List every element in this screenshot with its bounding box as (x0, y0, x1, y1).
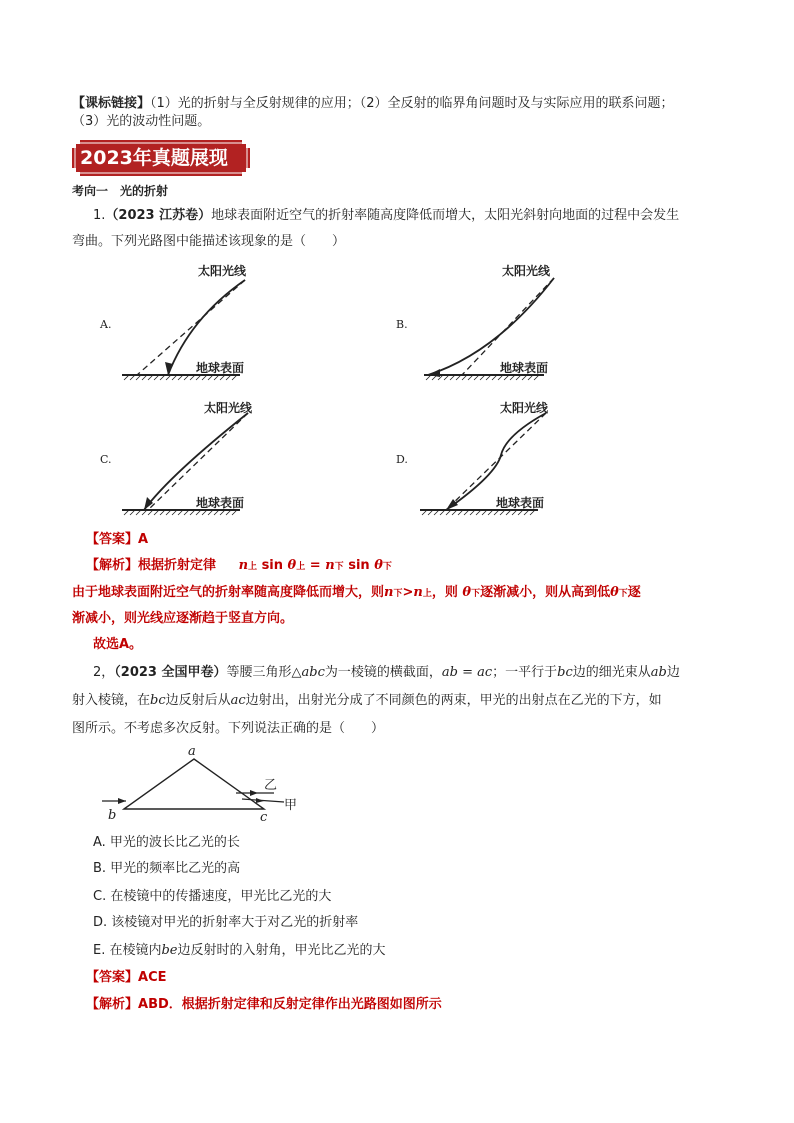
q2-bc: bc (557, 665, 573, 680)
q2-ab: ab (650, 665, 667, 680)
option-d-sun-label: 太阳光线 (500, 401, 549, 415)
q1-explain-line2: 渐减小，则光线应逐渐趋于竖直方向。 (72, 611, 294, 626)
formula-n1: n (238, 558, 249, 573)
q2-line2-ac: ac (230, 693, 246, 708)
q1-explain-n2: n (413, 585, 423, 600)
q2-number: 2， (93, 665, 115, 680)
q1-explain-c: 逐渐减小，则从高到低 (480, 585, 611, 600)
q2-line2-bc: bc (150, 693, 166, 708)
option-a-letter: A. (100, 318, 112, 331)
q1-explain-d: 逐 (627, 585, 641, 600)
option-b-ground-label: 地球表面 (500, 361, 549, 375)
q2-analysis-text: ABD．根据折射定律和反射定律作出光路图如图所示 (138, 997, 442, 1012)
q2-option-a: A. 甲光的波长比乙光的长 (93, 835, 240, 850)
q2-stem-line2 (72, 692, 662, 710)
formula-sin1: sin (261, 558, 284, 573)
option-d-letter: D. (396, 453, 408, 466)
formula-eq: = (309, 558, 321, 573)
option-b-ray-diagram (396, 258, 576, 383)
q2-stem-a: 等腰三角形△ (226, 665, 302, 680)
q2-answer-tag: 【答案】 (86, 970, 139, 985)
option-c-letter: C. (100, 453, 112, 466)
q2-line2-b: 边反射后从 (165, 693, 231, 708)
q2-answer-value: ACE (138, 970, 167, 985)
section-title: 考向一 光的折射 (72, 184, 169, 198)
option-b-sun-label: 太阳光线 (502, 264, 551, 278)
q1-analysis-lead: 根据折射定律 (138, 558, 217, 573)
q2-analysis (86, 996, 442, 1014)
option-c-figure (100, 395, 280, 520)
formula-theta1: θ (287, 558, 297, 573)
beam-yi-label: 乙 (264, 778, 278, 793)
q1-explain-line1: 由于地球表面附近空气的折射率随高度降低而增大，则n下>n上，则 θ下逐渐减小，则从高到低θ下逐 (72, 585, 641, 600)
q1-stem-line2: 弯曲。下列光路图中能描述该现象的是（ ） (72, 234, 346, 249)
q2-stem-line1 (93, 664, 680, 682)
q2-analysis-tag: 【解析】 (86, 997, 139, 1012)
q1-explain-theta2: θ (610, 585, 619, 600)
q2-stem-e: 边 (666, 665, 680, 680)
vertex-b-label: b (108, 808, 117, 823)
q1-stem-line1 (93, 207, 679, 225)
q2-option-b: B. 甲光的频率比乙光的高 (93, 861, 241, 876)
course-link (72, 95, 674, 113)
q1-choose: 故选A。 (93, 637, 143, 652)
year-banner (72, 140, 250, 176)
option-d-ray-diagram (396, 395, 576, 520)
formula-sub-down2: 下 (382, 562, 392, 572)
q2-line2-a: 射入棱镜，在 (72, 693, 151, 708)
q2-option-c: C. 在棱镜中的传播速度，甲光比乙光的大 (93, 889, 332, 904)
q2-source: （2023 全国甲卷） (114, 665, 227, 680)
q1-explain-n1: n (384, 585, 394, 600)
q1-stem-text: 地球表面附近空气的折射率随高度降低而增大，太阳光斜射向地面的过程中会发生 (211, 208, 680, 223)
q1-answer-value: A (138, 532, 149, 547)
q2-stem-c: ；一平行于 (492, 665, 558, 680)
vertex-a-label: a (188, 744, 196, 759)
q1-explain-sub2: 上 (422, 589, 432, 599)
q1-explain-sub3: 下 (471, 589, 481, 599)
q2-option-e-a: E. 在棱镜内 (93, 943, 162, 958)
course-link-tag: 【课标链接】 (72, 96, 151, 111)
prism-diagram (96, 744, 306, 826)
formula-sub-up: 上 (248, 562, 258, 572)
formula-sub-down: 下 (334, 562, 344, 572)
formula-theta2: θ (374, 558, 383, 573)
option-b-letter: B. (396, 318, 408, 331)
q2-stem-line3: 图所示。不考虑多次反射。下列说法正确的是（ ） (72, 721, 385, 736)
q2-option-e (93, 942, 386, 960)
vertex-c-label: c (260, 810, 268, 825)
q2-abc: abc (301, 665, 325, 680)
q2-answer (86, 969, 167, 987)
banner-title: 2023年真题展现 (80, 147, 228, 169)
q1-analysis (86, 557, 392, 576)
option-a-ray-diagram (100, 258, 280, 383)
formula-sin2: sin (348, 558, 370, 573)
q2-option-e-be: be (161, 943, 178, 958)
option-c-ground-label: 地球表面 (196, 496, 245, 510)
q1-number: 1. (93, 208, 106, 223)
q2-line2-c: 边射出，出射光分成了不同颜色的两束，甲光的出射点在乙光的下方，如 (245, 693, 662, 708)
option-c-ray-diagram (100, 395, 280, 520)
formula-sub-up2: 上 (296, 562, 306, 572)
q1-explain-sub1: 下 (393, 589, 403, 599)
q1-explain-sub4: 下 (618, 589, 628, 599)
q1-answer (86, 531, 148, 549)
q2-stem-d: 边的细光束从 (572, 665, 651, 680)
option-d-ground-label: 地球表面 (496, 496, 545, 510)
q1-answer-tag: 【答案】 (86, 532, 139, 547)
option-a-figure (100, 258, 280, 383)
q1-source: （2023 江苏卷） (105, 208, 212, 223)
option-c-sun-label: 太阳光线 (204, 401, 253, 415)
formula-n2: n (325, 558, 335, 573)
beam-jia-label: 甲 (284, 798, 298, 813)
option-b-figure (396, 258, 576, 383)
q2-ab-eq: ab = ac (441, 665, 493, 680)
q1-explain-a: 由于地球表面附近空气的折射率随高度降低而增大，则 (72, 585, 385, 600)
q2-option-e-b: 边反射时的入射角，甲光比乙光的大 (177, 943, 386, 958)
q1-explain-b: ，则 (431, 585, 458, 600)
q1-analysis-tag: 【解析】 (86, 558, 139, 573)
course-link-line2: （3）光的波动性问题。 (72, 114, 211, 129)
option-a-ground-label: 地球表面 (196, 361, 245, 375)
q1-explain-theta1: θ (462, 585, 472, 600)
snell-formula (239, 558, 392, 573)
course-link-text: （1）光的折射与全反射规律的应用；（2）全反射的临界角问题时及与实际应用的联系问题； (150, 96, 674, 111)
option-a-sun-label: 太阳光线 (198, 264, 247, 278)
q2-stem-b: 为一棱镜的横截面， (324, 665, 442, 680)
q2-option-d: D. 该棱镜对甲光的折射率大于对乙光的折射率 (93, 915, 359, 930)
option-d-figure (396, 395, 576, 520)
